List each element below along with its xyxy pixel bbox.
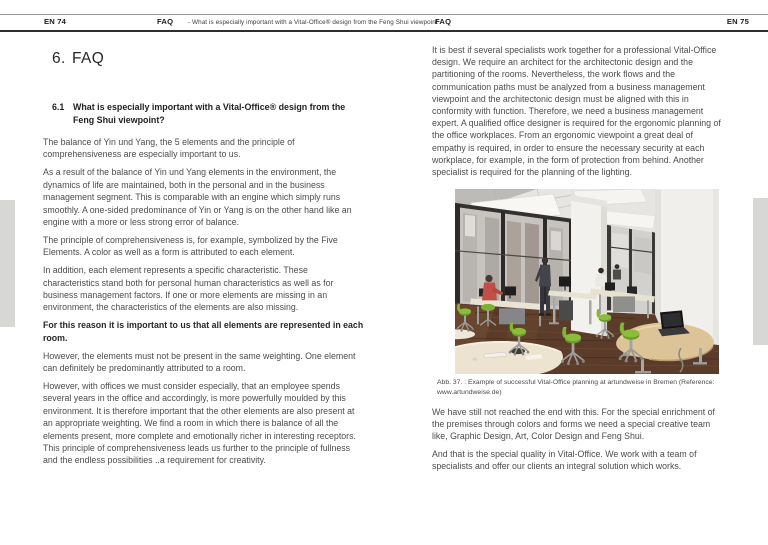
body-paragraph: And that is the special quality in Vital-Office. We work with a team of specialists and offer our clients an integral solution which works.: [432, 449, 697, 472]
chapter-number: 6.: [52, 50, 66, 67]
header-rule-top: [0, 14, 768, 15]
chapter-title: FAQ: [72, 50, 105, 67]
header-subtitle: - What is especially important with a Vital-Office® design from the Feng Shui viewpoint: [188, 18, 438, 26]
page-number-left: EN 74: [44, 17, 67, 26]
thumb-tab-right: [753, 198, 768, 345]
emphasis-paragraph: For this reason it is important to us that all elements are represented in each room.: [43, 320, 364, 343]
body-paragraph: As a result of the balance of Yin und Yang elements in the environment, the dynamics of life are maintained, both in the personal and in the business management segment. This is comparable with an engine which simply runs smoothly. A one-sided predominance of Yin or Yang is on the other hand like an engine with a more or less strong error of balance.: [43, 167, 352, 227]
page-number-right: EN 75: [726, 17, 749, 26]
office-photo-graphic: [455, 189, 719, 374]
right-page-column-bottom: [432, 406, 724, 478]
section-heading: [52, 101, 365, 127]
body-paragraph: In addition, each element represents a specific characteristic. These characteristics stand both for personal human characteristics as well as for business management factors. If one or more elements are missing in an environment, the characteristics of the elements are also missing.: [43, 265, 334, 313]
body-paragraph: It is best if several specialists work together for a professional Vital-Office design. We require an architect for the architectonic design and the partitioning of the rooms. Nevertheless, the work flows and the communication paths must be analyzed from a business management viewpoint and the architectonic design must be aligned with this in conformity with function. Therefore, we need a business management expert. A qualified office designer is required for the ergonomic planning of the office workplaces. From an ergonomic viewpoint a great deal of empathy is required, in order to ensure the necessary security at each workplace, for example, in the form of protection from behind. Another specialist is required for the planning of the lighting.: [432, 45, 721, 178]
header-section-label-right: FAQ: [435, 17, 452, 26]
thumb-tab-left: [0, 200, 15, 327]
body-paragraph: However, with offices we must consider especially, that an employee spends several years in the office and accordingly, is more powerfully moulded by this environment. It is therefore important that the other elements are also present at an appropriate weighting. We find a room in which there is balance of all the elements present, more complete and emotionally richer in interesting receptors. This principle of comprehensiveness leads us further to the principle of fullness and the endless possibilities ..a requirement for creativity.: [43, 380, 356, 466]
body-paragraph: However, the elements must not be present in the same weighting. One element can definitely be predominantly attributed to a room.: [43, 350, 356, 373]
office-photo: [455, 189, 719, 374]
body-paragraph: The principle of comprehensiveness is, for example, symbolized by the Five Elements. A color as well as a form is attributed to each element.: [43, 234, 338, 258]
left-page-column: [43, 50, 365, 472]
body-paragraph: The balance of Yin und Yang, the 5 elements and the principle of comprehensiveness are especially important to us.: [43, 137, 295, 160]
figure-caption: Abb. 37. : Example of successful Vital-Office planning at artundweise in Bremen (Reference: www.artundweise.de): [437, 379, 715, 396]
header-rule-bottom: [0, 30, 768, 32]
section-number: 6.1: [52, 102, 65, 112]
header-section-label-left: FAQ: [157, 17, 174, 26]
body-paragraph: We have still not reached the end with this. For the special enrichment of the premises through colors and forms we need a special creative team like, Graphic Design, Art, Color Design and Feng Shui.: [432, 407, 715, 442]
right-page-column-top: [432, 44, 724, 184]
table-foreground: [455, 341, 563, 374]
section-heading-text: What is especially important with a Vital-Office® design from the Feng Shui viewpoint?: [73, 102, 346, 125]
chapter-heading: [52, 50, 365, 68]
